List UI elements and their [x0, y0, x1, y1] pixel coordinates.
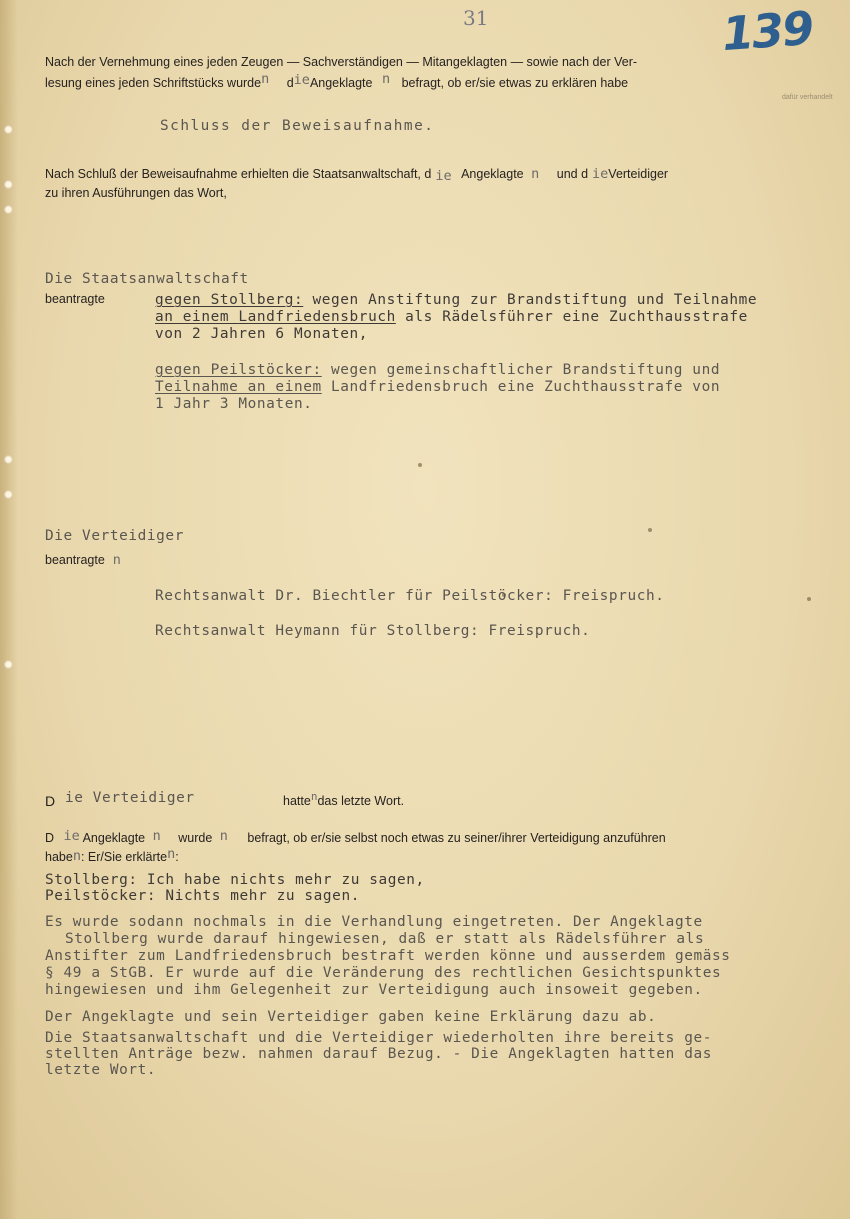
- antrag-stollberg-line-3: von 2 Jahren 6 Monaten,: [155, 326, 369, 342]
- punch-hole: [4, 180, 13, 189]
- schluss-heading: Schluss der Beweisaufnahme.: [160, 118, 435, 134]
- schluss-absatz-line-3: stellten Anträge bezw. nahmen darauf Bezug. - Die Angeklagten hatten das: [45, 1046, 712, 1062]
- antrag-stollberg-line-2: an einem Landfriedensbruch als Rädelsführer eine Zuchthausstrafe: [155, 309, 748, 325]
- wiedereintritt-line-1: Es wurde sodann nochmals in die Verhandlung eingetreten. Der Angeklagte: [45, 914, 703, 930]
- antrag-stollberg-line-1: gegen Stollberg: wegen Anstiftung zur Brandstiftung und Teilnahme: [155, 292, 758, 308]
- folio-number: 139: [720, 0, 814, 62]
- paper-speck: [648, 528, 652, 532]
- staatsanwaltschaft-beantragte: beantragte: [45, 292, 105, 306]
- punch-hole: [4, 490, 13, 499]
- verteidiger-heading: Die Verteidiger: [45, 528, 184, 544]
- pencil-page-number: 31: [463, 6, 489, 30]
- corner-note: dafür verhandelt: [782, 94, 833, 101]
- nach-schluss-line-2: zu ihren Ausführungen das Wort,: [45, 186, 227, 200]
- antrag-peil-line-3: 1 Jahr 3 Monaten.: [155, 396, 313, 412]
- verteidiger-beantragte: beantragte n: [45, 552, 121, 568]
- wiedereintritt-line-3: Anstifter zum Landfriedensbruch bestraft werden könne und ausserdem gemäss: [45, 948, 731, 964]
- antrag-biechtler: Rechtsanwalt Dr. Biechtler für Peilstöcker: Freispruch.: [155, 588, 665, 604]
- befragt-line-2: haben: Er/Sie erklärten:: [45, 846, 179, 864]
- paper-speck: [418, 463, 422, 467]
- wiedereintritt-line-5: hingewiesen und ihm Gelegenheit zur Verteidigung auch insoweit gegeben.: [45, 982, 703, 998]
- nach-schluss-line-1: Nach Schluß der Beweisaufnahme erhielten die Staatsanwaltschaft, d ie Angeklagte n und d ieVerteidiger: [45, 166, 669, 184]
- punch-hole: [4, 455, 13, 464]
- schluss-absatz-line-4: letzte Wort.: [45, 1062, 157, 1078]
- wiedereintritt-line-2: Stollberg wurde darauf hingewiesen, daß er statt als Rädelsführer als: [65, 931, 705, 947]
- schluss-absatz-line-1: Der Angeklagte und sein Verteidiger gaben keine Erklärung dazu ab.: [45, 1009, 657, 1025]
- befragt-line-1: D ie Angeklagte n wurde n befragt, ob er/sie selbst noch etwas zu seiner/ihrer Verteidigung anzuführen: [45, 828, 666, 845]
- header-line-2: lesung eines jeden Schriftstücks wurden dieAngeklagte n befragt, ob er/sie etwas zu erklären habe: [45, 71, 629, 90]
- punch-hole: [4, 205, 13, 214]
- erklaerung-stollberg: Stollberg: Ich habe nichts mehr zu sagen,: [45, 872, 425, 888]
- erklaerung-peil: Peilstöcker: Nichts mehr zu sagen.: [45, 888, 360, 904]
- staatsanwaltschaft-heading: Die Staatsanwaltschaft: [45, 271, 249, 287]
- punch-hole: [4, 125, 13, 134]
- paper-speck: [807, 597, 811, 601]
- antrag-heymann: Rechtsanwalt Heymann für Stollberg: Freispruch.: [155, 623, 591, 639]
- letztes-wort-d: D: [45, 793, 56, 809]
- letztes-wort-verteidiger: ie Verteidiger: [65, 790, 195, 806]
- letztes-wort-text: hattendas letzte Wort.: [283, 790, 405, 808]
- header-line-1: Nach der Vernehmung eines jeden Zeugen — Sachverständigen — Mitangeklagten — sowie nach der Ver-: [45, 55, 638, 69]
- schluss-absatz-line-2: Die Staatsanwaltschaft und die Verteidiger wiederholten ihre bereits ge-: [45, 1030, 712, 1046]
- wiedereintritt-line-4: § 49 a StGB. Er wurde auf die Veränderung des rechtlichen Gesichtspunktes: [45, 965, 722, 981]
- antrag-peil-line-2: Teilnahme an einem Landfriedensbruch eine Zuchthausstrafe von: [155, 379, 721, 395]
- antrag-peil-line-1: gegen Peilstöcker: wegen gemeinschaftlicher Brandstiftung und: [155, 362, 721, 378]
- punch-hole: [4, 660, 13, 669]
